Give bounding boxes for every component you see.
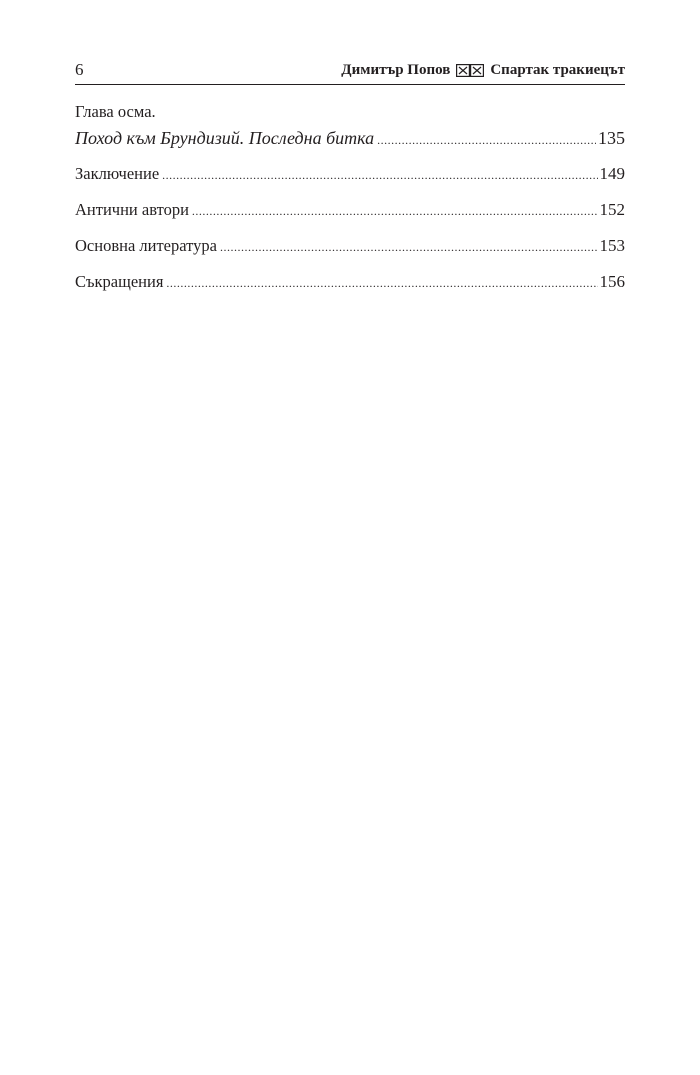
toc-entry [75,160,625,196]
toc-entry-title: Поход към Брундизий. Последна битка [75,128,375,148]
toc-entry-page: 135 [598,128,625,148]
dot-leader [166,276,597,291]
book-title: Спартак тракиецът [490,62,625,78]
page-number: 6 [75,60,84,79]
toc-entry-page: 156 [599,272,625,291]
toc-entry-title: Съкращения [75,272,164,291]
chapter-label: Глава осма. [75,102,156,121]
dot-leader [162,168,597,183]
header-rule [75,84,625,85]
dot-leader [220,240,598,255]
toc-entry [75,232,625,268]
dot-leader [192,204,598,219]
toc-entry-page: 152 [599,200,625,219]
toc-entry [75,268,625,304]
crossed-boxes-ornament-icon [456,64,484,77]
author-name: Димитър Попов [341,62,451,78]
toc-entry-title: Заключение [75,164,160,183]
toc-entry [75,124,625,156]
toc-entry-title: Основна литература [75,236,217,255]
dot-leader [377,133,596,148]
running-head [341,58,625,82]
toc-entry-title: Антични автори [75,200,189,219]
toc-entry [75,196,625,232]
toc-entry-page: 149 [599,164,625,183]
running-header [75,58,625,82]
table-of-contents [75,100,625,304]
toc-entry-page: 153 [599,236,625,255]
